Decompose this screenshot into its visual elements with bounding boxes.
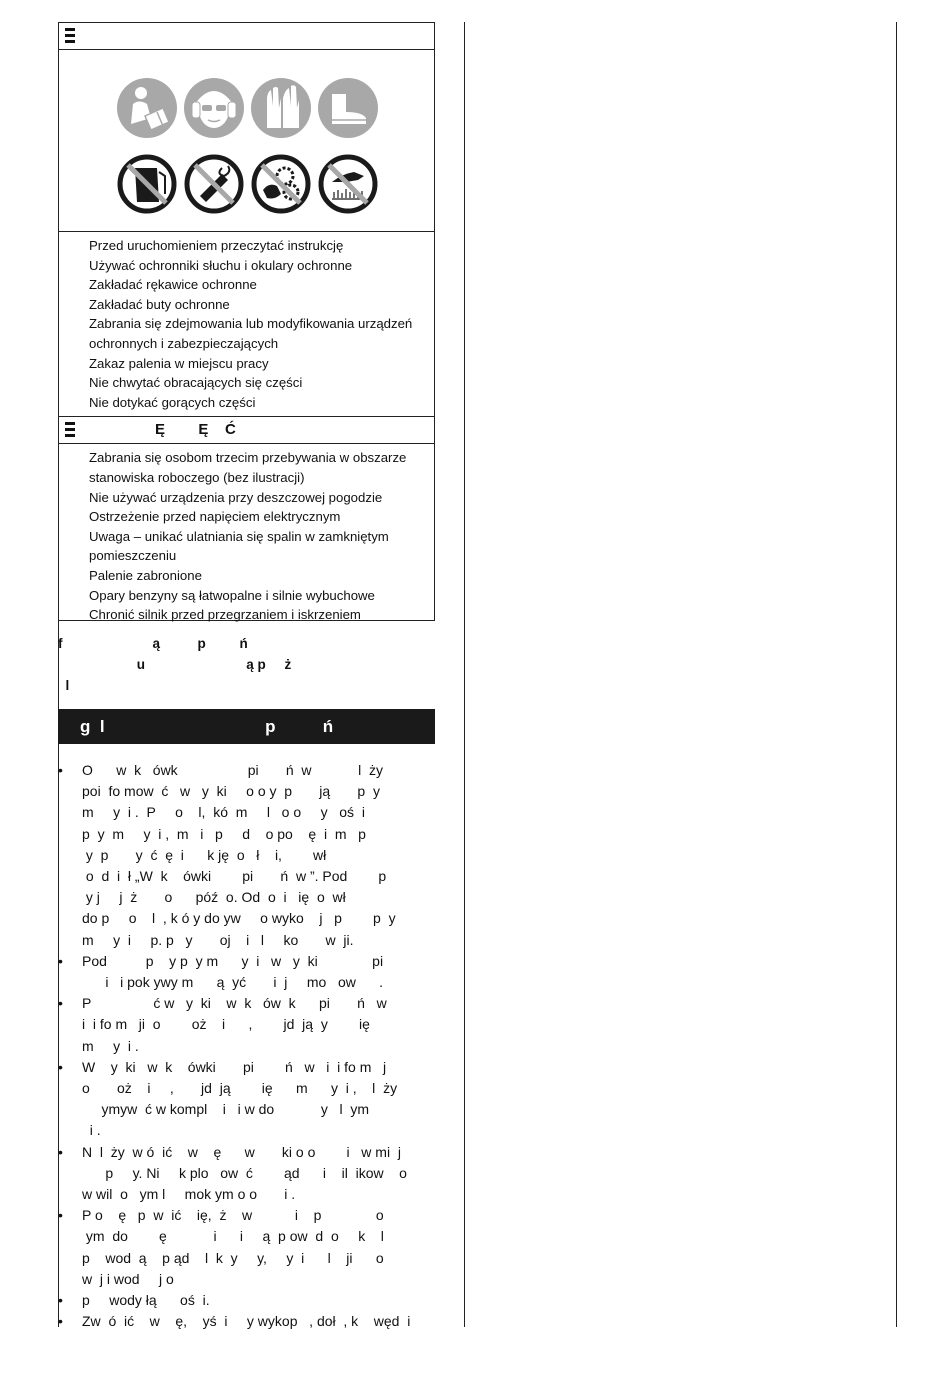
bullet-line: w j i wod j o [82,1270,174,1287]
list-item: Przed uruchomieniem przeczytać instrukcję [89,238,344,253]
pictogram-grid [59,50,434,232]
bullet-line: P o ę p w ić ię, ż w i p o [82,1207,384,1224]
bullet-line: Zw ó ić w ę, yś i y wykop , doł , k węd i [82,1313,411,1330]
list-item: ochronnych i zabezpieczających [89,335,279,351]
warning-header-title: Ę Ę Ć [155,421,236,439]
bullet-dot-icon: • [58,1313,63,1330]
bullet-line: W y ki w k ówki pi ń w i i fo m j [82,1058,387,1075]
bullet-line: y j j ż o póź o. Od o i ię o wł [82,889,346,906]
boots-icon [318,78,378,138]
bullet-line: O w k ówk pi ń w l ży [82,762,384,778]
bullet-item [58,1142,438,1206]
center-column-rule [464,22,465,1327]
bullet-line: i . [82,1122,101,1139]
bullet-line: P ć w y ki w k ów k pi ń w [82,995,387,1012]
list-item: Zakładać rękawice ochronne [89,277,257,293]
section-title: g l p ń [80,717,334,736]
no-guard-removal-icon [117,154,177,214]
bullet-dot-icon: • [58,995,63,1012]
bullet-item [58,1205,438,1290]
safety-list-1 [59,232,434,412]
bullet-dot-icon: • [58,1207,63,1224]
safety-symbols-box [58,22,435,621]
bullet-item [58,1311,438,1332]
warning-header [59,416,434,444]
bullet-dot-icon: • [58,952,63,969]
bullet-line: i i pok ywy m ą yć i j mo ow . [82,974,384,991]
section-marker-icon [65,28,75,44]
bullet-item [58,760,438,951]
bullet-line: ymyw ć w kompl i i w do y l ym [82,1101,370,1118]
bullet-item [58,993,438,1057]
list-item: Zakładać buty ochronne [89,296,230,312]
list-item: Nie dotykać gorących części [89,394,256,410]
no-rotating-parts-icon [251,154,311,214]
section-marker-icon [65,422,75,438]
bullet-line: p y. Ni k plo ow ć ąd i il ikow o [82,1164,407,1181]
bullet-line: p wod ą p ąd l k y y, y i l ji o [82,1249,384,1266]
no-hot-parts-icon [318,154,378,214]
list-item: Nie używać urządzenia przy deszczowej pogodzie [89,489,383,505]
bullet-line: p y m y i , m i p d o po ę i m p [82,825,366,842]
read-manual-icon [117,78,177,138]
list-item: stanowiska roboczego (bez ilustracji) [89,469,305,485]
bullet-dot-icon: • [58,762,63,778]
list-item: Uwaga – unikać ulatniania się spalin w zamkniętym [89,528,389,544]
list-item: Zabrania się zdejmowania lub modyfikowania urządzeń [89,316,413,332]
list-item: Używać ochronniki słuchu i okulary ochronne [89,257,353,273]
ear-eye-protection-icon [184,78,244,138]
list-item: Nie chwytać obracających się części [89,375,303,391]
bullet-dot-icon: • [58,1058,63,1075]
bullet-line: N l ży w ó ić w ę w ki o o i w mi j [82,1143,401,1160]
note-paragraph [58,633,438,696]
list-item: Chronić silnik przed przegrzaniem i iskrzeniem [89,607,361,623]
bullet-line: poi fo mow ć w y ki o o y p ją p y [82,783,380,800]
list-item: Opary benzyny są łatwopalne i silnie wybuchowe [89,587,375,603]
bullet-line: m y i . [82,1037,139,1054]
bullet-line: do p o l , k ó y do yw o wyko j p p y [82,910,396,927]
note-line: u ą p ż [58,657,292,672]
list-item: pomieszczeniu [89,548,177,564]
list-item: Ostrzeżenie przed napięciem elektrycznym [89,509,341,525]
right-column-rule [896,22,897,1327]
safety-header [59,23,434,50]
bullet-line: ym do ę i i ą p ow d o k l [82,1228,384,1245]
bullet-dot-icon: • [58,1292,63,1309]
bullet-line: o oż i , jd ją ię m y i , l ży [82,1080,398,1097]
bullet-line: p wody łą oś i. [82,1292,210,1309]
list-item: Zakaz palenia w miejscu pracy [89,355,269,371]
bullet-item [58,1290,438,1311]
safety-list-2 [59,444,434,624]
list-item: Zabrania się osobom trzecim przebywania w obszarze [89,450,407,466]
bullet-line: o d i ł „W k ówki pi ń w ”. Pod p [82,868,387,885]
bullet-line: Pod p y p y m y i w y ki pi [82,952,384,969]
bullet-line: i i fo m ji o oż i , jd ją y ię [82,1016,370,1033]
note-line: l [58,678,70,693]
note-line: f ą p ń [58,636,248,651]
bullet-list [58,760,438,1332]
bullet-item [58,1057,438,1142]
gloves-icon [251,78,311,138]
bullet-line: w wil o ym l mok ym o o i . [82,1186,296,1203]
list-item: Palenie zabronione [89,567,202,583]
bullet-item [58,951,438,993]
bullet-line: m y i . P o l, kó m l o o y oś i [82,804,365,821]
bullet-line: y p y ć ę i k ję o ł i, wł [82,846,327,863]
no-smoking-icon [184,154,244,214]
section-title-bar [58,709,435,744]
bullet-dot-icon: • [58,1143,63,1160]
bullet-line: m y i p. p y oj i l ko w ji. [82,931,354,948]
